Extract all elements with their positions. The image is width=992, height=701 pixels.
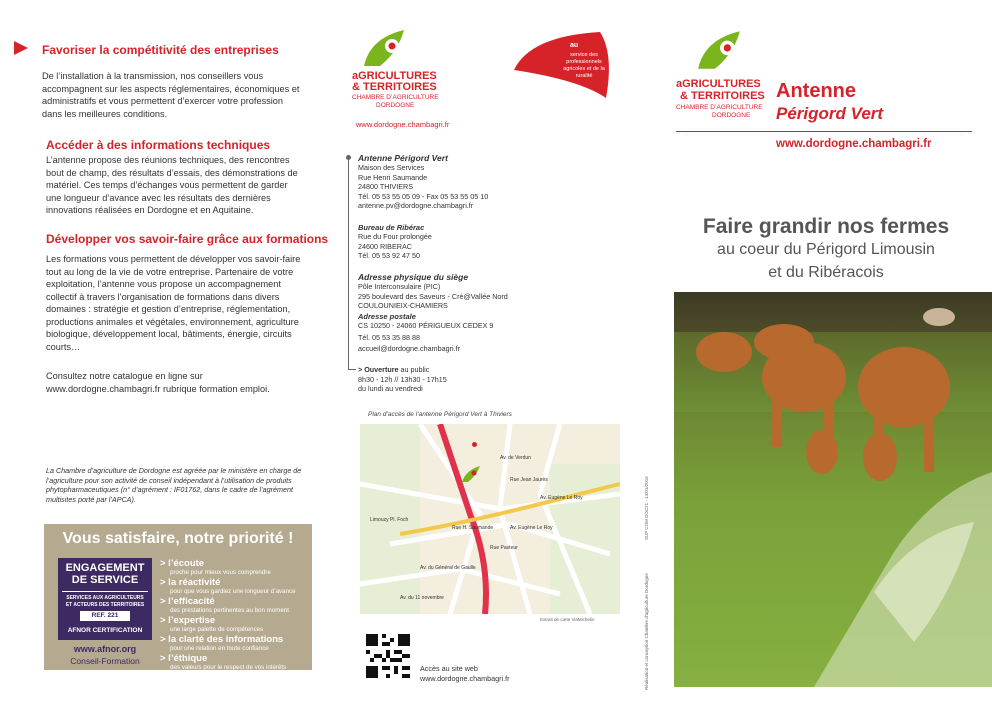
para-formations: Les formations vous permettent de développer vos savoir-faire tout au long de la vie de votre entreprise. Partenaire de votre exploitation, l’antenne vous propose un accompagnement collectif à travers l’organisation de formations dans divers domaines : stratégie et gestion d’entreprise, réglementation, productions animales et végétales, environnement, agriculture biologique, développement local, bâtiments, énergie, circuits courts… xyxy=(46,254,301,352)
tag-a: au xyxy=(570,42,579,49)
badge-afnor: AFNOR CERTIFICATION xyxy=(67,627,143,634)
contact-riberac: Bureau de Ribérac Rue du Four prolongée 24600 RIBERAC Tél. 05 53 92 47 50 xyxy=(358,223,648,261)
engagement-badge xyxy=(58,558,152,668)
logo-leaf-icon xyxy=(360,28,408,68)
map-label: Av. de Verdun xyxy=(500,455,531,461)
map-label: Rue H. Saumande xyxy=(452,525,494,531)
logo-line3: CHAMBRE D’AGRICULTURE xyxy=(352,94,439,101)
map-credit: Extrait de carte ViaMichelin xyxy=(540,617,595,622)
contact-antenne-title: Antenne Périgord Vert xyxy=(358,153,448,163)
headline: Faire grandir nos fermes xyxy=(702,215,950,238)
map-label: Av. Eugène Le Roy xyxy=(510,525,553,531)
chamber-logo xyxy=(352,28,462,128)
badge-sub1: SERVICES AUX AGRICULTEURS xyxy=(66,595,144,601)
map-label: Limouzy xyxy=(370,517,389,523)
right-panel xyxy=(660,0,992,701)
logo-url: www.dordogne.chambagri.fr xyxy=(356,120,450,129)
vertical-credit-2: Réalisation et conception Chambre d’agriculture Dordogne xyxy=(644,573,649,690)
list-item: > l’éthique des valeurs pour le respect de vos intérêts xyxy=(160,653,287,671)
logo-line2: & TERRITOIRES xyxy=(680,90,765,102)
map-label: Av. Eugène Le Roy xyxy=(540,495,583,501)
map-label: Rue Pasteur xyxy=(490,545,518,551)
logo-line1: aGRICULTURES xyxy=(676,78,761,90)
qr-label-1: Accès au site web xyxy=(420,664,478,673)
badge-url: www.afnor.org xyxy=(73,644,137,654)
qr-code[interactable] xyxy=(366,634,410,678)
logo-line3: CHAMBRE D’AGRICULTURE xyxy=(676,104,763,111)
heading-competitivite: Favoriser la compétitivité des entreprises xyxy=(42,43,279,57)
map-logo-marker-icon xyxy=(460,464,482,484)
contact-siege: Adresse physique du siège Pôle Interconsulaire (PIC) 295 boulevard des Saveurs - Cré@Vallée Nord COULOUNIEIX-CHAMIERS Adresse postale CS 10250 - 24060 PÉRIGUEUX CEDEX 9 Tél. 05 53 35 88 88 accueil@dordogne.chambagri.fr xyxy=(358,272,648,353)
tag-text: service des professionnels agricoles et de la ruralité xyxy=(563,52,605,79)
title-antenne: Antenne xyxy=(776,80,856,102)
service-tag xyxy=(510,30,620,100)
qr-code-icon xyxy=(366,634,410,678)
vertical-credit-1: SUP COM DOC21 - 14/01/2016 xyxy=(644,476,649,540)
map-label: Av. du Général de Gaulle xyxy=(420,565,476,571)
logo-line2: & TERRITOIRES xyxy=(352,81,437,93)
chamber-logo-right xyxy=(676,28,776,128)
logo-line4: DORDOGNE xyxy=(376,102,415,109)
middle-panel xyxy=(330,0,660,701)
service-panel xyxy=(44,524,312,670)
badge-ref: REF. 221 xyxy=(80,611,130,621)
para-competitivite: De l’installation à la transmission, nos conseillers vous accompagnent sur les aspects réglementaires, économiques et administratifs et vous permettent d’exercer votre profession dans les meilleures conditions. xyxy=(42,71,300,119)
subheadline-1: au coeur du Périgord Limousin xyxy=(717,241,935,258)
list-item: > la réactivité pour que vous gardiez une longueur d’avance xyxy=(160,577,296,595)
list-item: > la clarté des informations pour une relation en toute confiance xyxy=(160,634,284,652)
list-item: > l’efficacité des prestations pertinentes au bon moment xyxy=(160,596,290,614)
map-label: Av. du 11 novembre xyxy=(400,595,444,601)
badge-line1: ENGAGEMENT xyxy=(65,562,145,574)
contact-antenne: Antenne Périgord Vert Maison des Services Rue Henri Saumande 24800 THIVIERS Tél. 05 53 55 05 09 - Fax 05 53 55 05 10 antenne.pv@dordogne.chambagri.fr xyxy=(358,153,648,211)
map-caption: Plan d’accès de l’antenne Périgord Vert à Thiviers xyxy=(368,411,512,418)
subheadline-2: et du Ribéracois xyxy=(768,264,884,281)
badge-sub2: ET ACTEURS DES TERRITOIRES xyxy=(65,602,145,608)
contact-siege-title: Adresse physique du siège xyxy=(358,272,469,282)
catalogue-text: Consultez notre catalogue en ligne sur www.dordogne.chambagri.fr rubrique formation emploi. xyxy=(46,371,270,394)
left-panel xyxy=(0,0,330,701)
cows-photo xyxy=(674,292,992,687)
badge-line2: DE SERVICE xyxy=(71,574,139,586)
right-url[interactable]: www.dordogne.chambagri.fr xyxy=(776,138,932,150)
logo-line4: DORDOGNE xyxy=(712,112,751,119)
map-pin-icon xyxy=(472,442,477,447)
service-items xyxy=(160,558,310,672)
map-label: Pl. Foch xyxy=(390,517,409,523)
list-item: > l’écoute proche pour mieux vous comprendre xyxy=(160,558,271,576)
contact-riberac-title: Bureau de Ribérac xyxy=(358,223,425,232)
heading-formations: Développer vos savoir-faire grâce aux formations xyxy=(46,232,329,246)
heading-informations: Accéder à des informations techniques xyxy=(46,138,271,152)
logo-leaf-icon xyxy=(694,28,744,72)
service-title: Vous satisfaire, notre priorité ! xyxy=(62,530,294,547)
cow-illustration xyxy=(674,292,992,687)
agrement-text: La Chambre d’agriculture de Dordogne est agréée par le ministère en charge de l’agriculture pour son activité de conseil indépendant à l’utilisation de produits phytopharmaceutiques (n° d’agrément : IF01762, dans le cadre de l’agrément multisites porté par l’APCA). xyxy=(46,466,302,504)
map-label: Rue Jean Jaurès xyxy=(510,477,548,483)
red-arrow-icon xyxy=(14,41,28,55)
list-item: > l’expertise une large palette de compétences xyxy=(160,615,264,633)
opening-hours: > Ouverture au public 8h30 - 12h // 13h30 - 17h15 du lundi au vendredi xyxy=(358,365,447,393)
access-map xyxy=(360,424,620,614)
badge-cf: Conseil-Formation xyxy=(70,656,140,666)
logo-line1: aGRICULTURES xyxy=(352,70,437,82)
para-informations: L’antenne propose des réunions techniques, des rencontres bout de champ, des résultats d’essais, des démonstrations de matériel. Ces temps d’échanges vous permettent de garder une longueur d’avance avec les résultats des dernières innovations réalisées en Dordogne et en Aquitaine. xyxy=(46,155,298,215)
title-perigord: Périgord Vert xyxy=(776,104,884,123)
qr-label-2[interactable]: www.dordogne.chambagri.fr xyxy=(420,674,510,683)
